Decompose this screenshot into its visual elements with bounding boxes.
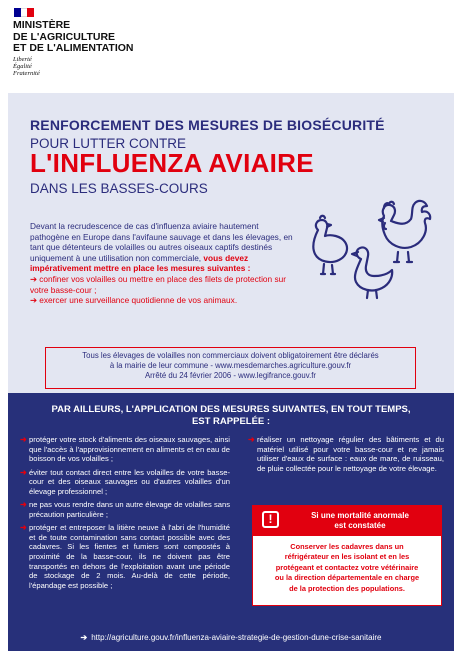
measure-item: ➜ protéger votre stock d'aliments des oiseaux sauvages, ainsi que l'accès à l'approvisionnement en aliments et en eau de boisson de vos volailles ; <box>20 435 230 464</box>
title-line-4: DANS LES BASSES-COURS <box>30 181 208 196</box>
motto-fraternite: Fraternité <box>13 70 40 77</box>
measure-item: ➜ réaliser un nettoyage régulier des bâtiments et du matériel utilisé pour votre basse-cour et ne jamais utiliser d'eaux de surface : eaux de mare, de ruisseau, de pluie collectée pour le nettoyage de votre élevage. <box>248 435 444 473</box>
alert-body-line-3: protégeant et contactez votre vétérinaire <box>275 562 419 572</box>
arrow-right-icon: ➔ <box>80 633 88 642</box>
header <box>0 0 462 92</box>
mortality-alert-box <box>252 505 442 606</box>
registration-line-3: Arrêté du 24 février 2006 - www.legifrance.gouv.fr <box>144 371 317 380</box>
alert-title-line-2: est constatée <box>334 521 386 530</box>
ministry-line-2: DE L'AGRICULTURE <box>13 30 116 43</box>
measures-right-column <box>248 435 444 477</box>
measure-item: ➜ éviter tout contact direct entre les volailles de votre basse-cour et des oiseaux sauvages ou d'autres volailles d'un élevage professionnel ; <box>20 468 230 497</box>
ministry-line-1: MINISTÈRE <box>13 19 71 31</box>
measures-title-line-2: EST RAPPELÉE : <box>191 416 271 427</box>
ministry-line-3: ET DE L'ALIMENTATION <box>13 42 134 54</box>
title-line-1: RENFORCEMENT DES MESURES DE BIOSÉCURITÉ <box>30 117 385 133</box>
poultry-illustration <box>288 186 448 300</box>
info-link[interactable] <box>8 633 454 642</box>
measure-item: ➜ protéger et entreposer la litière neuve à l'abri de l'humidité et de toute contamination sans contact possible avec des cadavres. Si les fientes et fumiers sont compostés à proximité de la basse-cour, ils ne doivent pas être transportés en dehors de l'exploitation avant une période de stockage de 2 mois. Au-delà de cette période, l'épandage est possible ; <box>20 523 230 590</box>
alert-body-line-5: de la protection des populations. <box>289 583 405 593</box>
hen-icon <box>313 216 347 274</box>
motto-liberte: Liberté <box>13 56 32 63</box>
intro-emphasis: vous devez impérativement mettre en place les mesures suivantes : <box>30 252 251 274</box>
rooster-icon <box>379 201 430 262</box>
measures-left-column <box>20 435 230 594</box>
registration-notice <box>45 347 416 389</box>
republic-motto <box>13 56 40 77</box>
alert-title-line-1: Si une mortalité anormale <box>311 511 409 520</box>
registration-line-2: à la mairie de leur commune - www.mesdemarches.agriculture.gouv.fr <box>109 361 352 370</box>
title-line-2: POUR LUTTER CONTRE <box>30 136 187 151</box>
ministry-name <box>13 20 134 55</box>
intro-body: Devant la recrudescence de cas d'influenza aviaire hautement pathogène en Europe dans l'avifaune sauvage et dans les élevages, en tant que détenteurs de volailles ou autres oiseaux captifs destinés uniquement à une utilisation non commerciale, <box>30 221 293 263</box>
title-main: L'INFLUENZA AVIAIRE <box>30 148 314 178</box>
alert-body-line-2: réfrigérateur en les isolant et en les <box>284 552 410 562</box>
intro-bullet-2: ➔ exercer une surveillance quotidienne de vos animaux. <box>30 295 238 306</box>
alert-title <box>285 511 435 531</box>
intro-bullet-1: ➔ confiner vos volailles ou mettre en place des filets de protection sur votre basse-cour ; <box>30 273 286 295</box>
measures-title <box>8 404 454 428</box>
motto-egalite: Égalité <box>13 63 32 70</box>
alert-body-line-4: ou la direction départementale en charge <box>274 573 420 583</box>
measure-item: ➜ ne pas vous rendre dans un autre élevage de volailles sans précaution particulière ; <box>20 500 230 519</box>
alert-header <box>253 506 441 536</box>
measures-title-line-1: PAR AILLEURS, L'APPLICATION DES MESURES SUIVANTES, EN TOUT TEMPS, <box>51 404 411 415</box>
intro-text <box>30 221 300 306</box>
goose-icon <box>352 247 392 298</box>
warning-icon: ! <box>262 511 279 528</box>
alert-body-line-1: Conserver les cadavres dans un <box>290 542 404 551</box>
registration-line-1: Tous les élevages de volailles non commerciaux doivent obligatoirement être déclarés <box>82 351 379 360</box>
info-link-url[interactable]: http://agriculture.gouv.fr/influenza-aviaire-strategie-de-gestion-dune-crise-sanitaire <box>91 633 382 642</box>
alert-body <box>253 542 441 594</box>
flag-icon <box>14 8 34 17</box>
